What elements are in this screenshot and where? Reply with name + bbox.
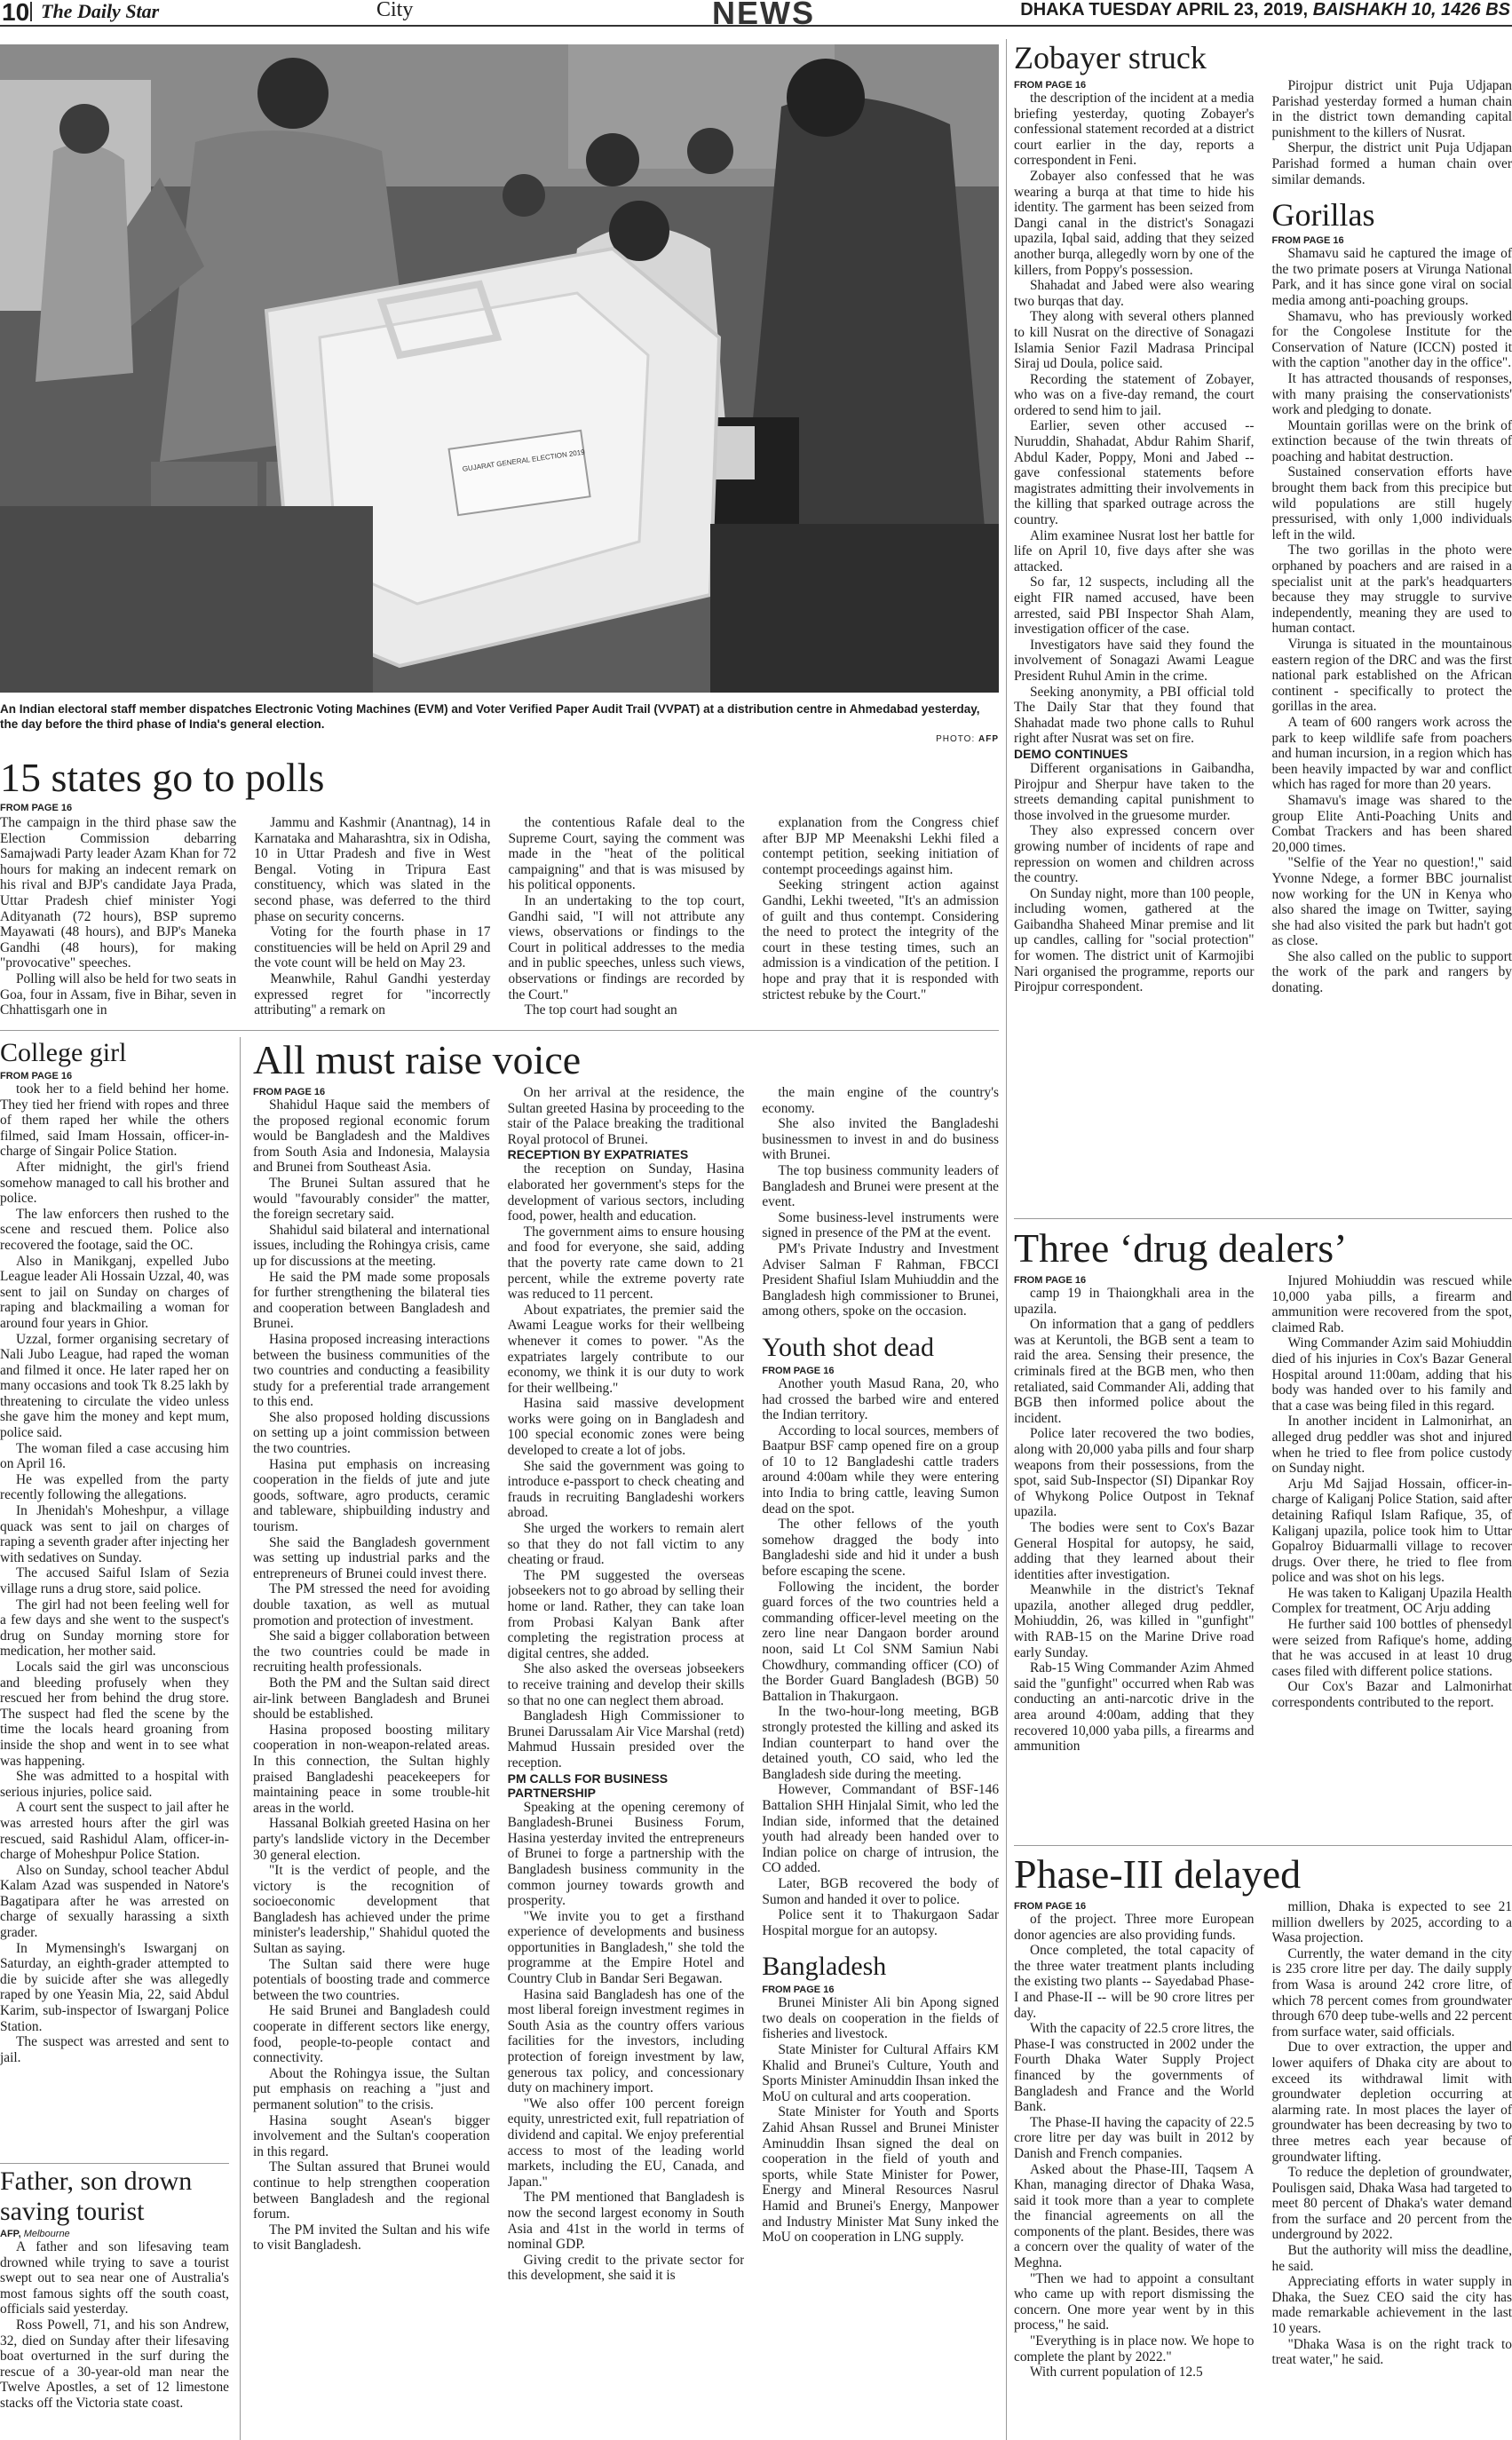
paragraph: Sustained conservation efforts have brought them back from this precipice but wild populations are still hugely pressurised, with only 1,000 individuals left in the wild. [1271,464,1512,543]
from-page-label: FROM PAGE 16 [1271,235,1344,247]
paragraph: She also asked the overseas jobseekers to receive training and develop their skills so that no one can neglect them abroad. [507,1661,745,1708]
paragraph: Following the incident, the border guard forces of the two countries held a commanding officer-level meeting on the zero line near Dangaon border around noon, said Lt Col SNM Samiun Nabi Chowdhury, commanding officer (CO) of the Border Guard Bangladesh (BGB) 50 Battalion in Thakurgaon. [762,1579,999,1704]
from-page-label: FROM PAGE 16 [0,803,73,813]
article-body [1272,1899,1512,2368]
from-page-label: FROM PAGE 16 [1014,80,1087,91]
masthead [0,0,1512,31]
paragraph: However, Commandant of BSF-146 Battalion SHH Hinjalal Simit, who led the Indian side, informed that the detained youth had already been handed over to Indian police on charge of intrusion, the CO added. [762,1782,999,1876]
paragraph: of the project. Three more European donor agencies are also providing funds. [1014,1912,1255,1943]
paragraph: In Jhenidah's Moheshpur, a village quack was sent to jail on charges of raping a seventh grader after injecting her with sedatives on Sunday. [0,1503,229,1565]
paragraph: the main engine of the country's economy. [762,1085,999,1116]
paragraph: Jammu and Kashmir (Anantnag), 14 in Karnataka and Maharashtra, six in Odisha, 10 in Uttar Pradesh and five in West Bengal. Voting in Tripura East constituency, which was slated in the second phase, was deferred to the third phase on security concerns. [254,815,491,924]
paragraph: After midnight, the girl's friend somehow managed to call his brother and police. [0,1159,229,1207]
text-column [0,815,236,1018]
paragraph: The top business community leaders of Bangladesh and Brunei were present at the event. [762,1162,999,1210]
article-columns [0,815,999,1018]
article-body [0,2239,229,2412]
paragraph: They also expressed concern over growing number of incidents of rape and repression on women and children across the country. [1014,823,1255,886]
paragraph: took her to a field behind her home. They tied her friend with ropes and three of them raped her while the others filmed, said Imam Hossain, officer-in-charge of Singair Police Station. [0,1081,229,1160]
article-body [253,1097,490,2254]
paragraph: Police sent it to Thakurgaon Sadar Hospital morgue for an autopsy. [762,1907,999,1938]
paragraph: Polling will also be held for two seats in Goa, four in Assam, five in Bihar, seven in Chhattisgarh one in [0,970,237,1018]
paragraph: Seeking anonymity, a PBI official told The Daily Star that they found that Shahadat made two phone calls to Ruhul right after Nusrat was set on fire. [1014,684,1255,747]
paragraph: The other fellows of the youth somehow dragged the body into Bangladeshi side and hid it under a bush before escaping the scene. [762,1517,999,1580]
paragraph: Hasina said Bangladesh has one of the most liberal foreign investment regimes in South Asia as the country offers various facilities for the investors, including protection of foreign investment by law, generous tax policy, and concessionary duty on machinery import. [507,1986,745,2096]
paragraph: Investigators have said they found the involvement of Sonagazi Awami League President Ruhul Amin in the crime. [1014,637,1255,684]
paragraph: Giving credit to the private sector for this development, she said it is [507,2252,745,2284]
paragraph: the description of the incident at a media briefing yesterday, quoting Zobayer's confessional statement recorded at a district court earlier in the day, reports a correspondent in Feni. [1014,91,1255,169]
article-body [1272,246,1512,996]
paragraph: "It is the verdict of people, and the victory is the recognition of socioeconomic development that Bangladesh has achieved under the prime minister's leadership," Shahidul quoted the Sultan as saying. [253,1863,490,1957]
paragraph: She was admitted to a hospital with serious injuries, police said. [0,1769,229,1800]
paragraph: Different organisations in Gaibandha, Pirojpur and Sherpur have taken to the streets demanding capital punishment to those involved in the gruesome murder. [1014,760,1255,823]
paragraph: Locals said the girl was unconscious and bleeding profusely when they rescued her from behind the drug store. The suspect had fled the scene by the time the locals heard groaning from inside the shop and went in to see what was happening. [0,1659,229,1769]
paragraph: Asked about the Phase-III, Taqsem A Khan, managing director of Dhaka Wasa, said it took more than a year to complete the financial agreements on all the components of the plant. Besides, there was a concern over the quality of water of the Meghna. [1014,2161,1255,2271]
masthead-divider [30,2,32,21]
column-rule [1006,39,1007,2440]
paragraph: So far, 12 suspects, including all the eight FIR named accused, have been arrested, said PBI Inspector Shah Alam, investigation officer of the case. [1014,574,1255,638]
paragraph: The government aims to ensure housing and food for everyone, she said, adding that the poverty rate came down to 21 percent, while the extreme poverty rate was reduced to 11 percent. [507,1224,745,1303]
paragraph: But the authority will miss the deadline, he said. [1271,2243,1512,2274]
paragraph: Shamavu said he captured the image of the two primate posers at Virunga National Park, and it has since gone viral on social media among anti-poaching groups. [1271,246,1512,308]
paragraph: Uzzal, former organising secretary of Nali Jubo League, had raped the woman and filmed it once. He later raped her on many occasions and took Tk 8.25 lakh by threatening to circulate the video unless she gave him the money and kept mum, police said. [0,1331,229,1441]
paragraph: The two gorillas in the photo were orphaned by poachers and are raised in a specialist unit at the park's headquarters because they may struggle to survive independently, meaning they are used to human contact. [1271,543,1512,637]
paragraph: Hasina proposed boosting military cooperation in non-weapon-related areas. In this connection, the Sultan highly praised Bangladeshi peacekeepers for maintaining peace in some trouble-hit areas in the world. [253,1722,490,1816]
paragraph: They along with several others planned to kill Nusrat on the directive of Sonagazi Islamia Senior Fazil Madrasa Principal Siraj ud Doula, police said. [1014,309,1255,372]
paragraph: The PM suggested the overseas jobseekers not to go abroad by selling their home or land. Rather, they can take loan from Probasi Kalyan Bank after completing the registration process at digital centres, she added. [507,1567,745,1661]
article-headline-gorillas: Gorillas [1271,197,1375,234]
paragraph: Hassanal Bolkiah greeted Hasina on her party's landslide victory in the December 30 general election. [253,1816,490,1863]
section-rule [0,2163,229,2164]
article-body [762,1085,999,1319]
category-label: NEWS [712,0,815,31]
paragraph: Voting for the fourth phase in 17 constituencies will be held on April 29 and the vote count will be held on May 23. [254,924,491,971]
paragraph: Shahidul said bilateral and international issues, including the Rohingya crisis, came up for discussions at the meeting. [253,1222,490,1269]
news-photo [0,44,999,693]
paragraph: The campaign in the third phase saw the Election Commission debarring Samajwadi Party leader Azam Khan for 72 hours for making an indecent remark on his rival and BJP's candidate Jaya Prada, Uttar Pradesh chief minister Yogi Adityanath (72 hours), BSP supremo Mayawati (48 hours), and BJP's Maneka Gandhi (48 hours), for making "provocative" speeches. [0,815,237,971]
paragraph: He said the PM made some proposals for further strengthening the bilateral ties and cooperation between Bangladesh and Brunei. [253,1269,490,1332]
article-headline: 15 states go to polls [0,755,325,800]
paragraph: Later, BGB recovered the body of Sumon and handed it over to police. [762,1875,999,1907]
paragraph: The Brunei Sultan assured that he would "favourably consider" the matter, the foreign secretary said. [253,1175,490,1223]
paragraph: The PM stressed the need for avoiding double taxation, as well as mutual promotion and protection of investment. [253,1581,490,1628]
paragraph: She also called on the public to support the work of the park and rangers by donating. [1271,948,1512,996]
paragraph: "We also offer 100 percent foreign equity, unrestricted exit, full repatriation of dividend and capital. We enjoy preferential access to most of the leading world markets, including the EU, Canada, and Japan." [507,2095,745,2190]
paragraph: In an undertaking to the top court, Gandhi said, "I will not attribute any views, observations or findings to the Court in political addresses to the media and in public speeches, unless such views, observations or findings are recorded by the Court." [508,892,745,1002]
paragraph: He was expelled from the party recently following the allegations. [0,1471,229,1503]
paragraph: To reduce the depletion of groundwater, Poulisgen said, Dhaka Wasa had targeted to meet 80 percent of Dhaka's water demand from the surface and 20 percent from the underground by 2022. [1271,2165,1512,2243]
paragraph: Alim examinee Nusrat lost her battle for life on April 10, five days after she was attacked. [1014,527,1255,574]
article-polls [0,755,999,1048]
paragraph: The law enforcers then rushed to the scene and rescued them. Police also recovered the footage, said the OC. [0,1206,229,1253]
paragraph: "We invite you to get a firsthand experience of developments and business opportunities in Bangladesh," she told the programme at the Empire Hotel and Country Club in Bandar Seri Begawan. [507,1908,745,1987]
subheading: RECEPTION BY EXPATRIATES [507,1147,689,1162]
from-page-label: FROM PAGE 16 [762,1984,835,1996]
paragraph: Injured Mohiuddin was rescued while 10,000 yaba pills, a firearm and ammunition were recovered from the spot, claimed Rab. [1271,1273,1512,1335]
paragraph: Mountain gorillas were on the brink of extinction because of the twin threats of poaching and habitat destruction. [1271,417,1512,464]
paragraph: the reception on Sunday, Hasina elaborated her government's steps for the development of various sectors, including food, power, health and education. [507,1161,745,1224]
paragraph: Earlier, seven other accused -- Nuruddin, Shahadat, Abdur Rahim Sharif, Abdul Kader, Poppy, Moni and Jabed -- gave confessional statements before magistrates admitting their involvements in the killing that sparked outrage across the country. [1014,418,1255,528]
machine-label: GUJARAT GENERAL ELECTION 2019 [462,448,586,473]
paragraph: With the capacity of 22.5 crore litres, the Phase-I was constructed in 2002 under the Fourth Dhaka Water Supply Project financed by the governments of Bangladesh and France and the World Bank. [1014,2021,1255,2115]
paragraph: the contentious Rafale deal to the Supreme Court, saying the comment was made in the "heat of the political campaigning" and that is was misused by his political opponents. [508,815,745,893]
article-raise-voice [253,1037,999,2440]
paragraph: Rab-15 Wing Commander Azim Ahmed said the "gunfight" occurred when Rab was conducting an anti-narcotic drive in the area around 4:00am, adding that they recovered 10,000 yaba pills, a firearms and ammunition [1014,1660,1255,1755]
paragraph: Hasina proposed increasing interactions between the business communities of the two countries and conducting a feasibility study for a preferential trade arrangement to this end. [253,1331,490,1410]
from-page-label: FROM PAGE 16 [253,1087,326,1097]
article-body [0,1081,229,2065]
paragraph: In Mymensingh's Iswarganj on Saturday, an eighth-grader attempted to die by suicide after she was allegedly raped by one Yeasin Mia, 22, said Abdul Karim, sub-inspector of Iswarganj Police Station. [0,1940,229,2034]
paragraph: He further said 100 bottles of phensedyl were seized from Rafique's home, adding that he was accused in at least 10 drug cases filed with different police stations. [1271,1617,1512,1679]
paragraph: The Phase-II having the capacity of 22.5 crore litre per day was built in 2012 by Danish and French companies. [1014,2114,1255,2161]
article-headline: Zobayer struck [1014,40,1207,75]
paragraph: Bangladesh High Commissioner to Brunei Darussalam Air Vice Marshal (retd) Mahmud Hussain presided over the reception. [507,1708,745,1771]
paragraph: Shahadat and Jabed were also wearing two burqas that day. [1014,278,1255,309]
paragraph: Meanwhile, Rahul Gandhi yesterday expressed regret for "incorrectly attributing" a remark on [254,970,491,1018]
photo-credit: PHOTO: AFP [936,734,999,744]
paragraph: Brunei Minister Ali bin Apong signed two deals on cooperation in the fields of fisheries and livestock. [762,1995,999,2042]
paragraph: The girl had not been feeling well for a few days and she went to the suspect's drug on Sunday morning store for medication, her mother said. [0,1596,229,1660]
paragraph: She said the government was going to introduce e-passport to check cheating and frauds in recruiting Bangladeshi workers abroad. [507,1458,745,1521]
section-rule [0,1030,999,1031]
paragraph: About expatriates, the premier said the Awami League works for their wellbeing whenever it comes to power. "As the expatriates largely contribute to our economy, we think it is our duty to work for their wellbeing." [507,1302,745,1396]
paragraph: Hasina put emphasis on increasing cooperation in the fields of jute and jute goods, software, agro products, ceramic and tableware, shipbuilding industry and tourism. [253,1456,490,1535]
paper-logo: The Daily Star [41,0,160,22]
subheading: DEMO CONTINUES [1014,746,1128,761]
photo-caption: An Indian electoral staff member dispatches Electronic Voting Machines (EVM) and Voter Verified Paper Audit Trail (VVPAT) at a distribution centre in Ahmedabad yesterday, the day before the third phase of India's general election. PHOTO: AFP [0,701,999,732]
paragraph: Virunga is situated in the mountainous eastern region of the DRC and was the first national park established on the African continent - specifically to protect the gorillas in the area. [1271,637,1512,715]
paragraph: Shamavu's image was shared to the group Elite Anti-Poaching Units and Combat Trackers and has been shared 20,000 times. [1271,792,1512,855]
paragraph: Shahidul Haque said the members of the proposed regional economic forum would be Bangladesh and the Maldives from South Asia and Indonesia, Malaysia and Brunei from Southeast Asia. [253,1097,490,1176]
paragraph: The woman filed a case accusing him on April 16. [0,1440,229,1472]
paragraph: The suspect was arrested and sent to jail. [0,2034,229,2065]
paragraph: "Dhaka Wasa is on the right track to treat water," he said. [1271,2336,1512,2368]
paragraph: Another youth Masud Rana, 20, who had crossed the barbed wire and entered the Indian territory. [762,1375,999,1423]
paragraph: explanation from the Congress chief after BJP MP Meenakshi Lekhi filed a contempt petition, seeking initiation of contempt proceedings against him. [762,815,999,877]
from-page-label: FROM PAGE 16 [1014,1275,1087,1286]
paragraph: Also on Sunday, school teacher Abdul Kalam Azad was suspended in Natore's Bagatipara after he was arrested on charge of sexually harassing a sixth grader. [0,1862,229,1941]
article-zobayer [1014,39,1512,1211]
article-college-girl [0,1037,229,2175]
paragraph: Police later recovered the two bodies, along with 20,000 yaba pills and four sharp weapons from their possessions, from the spot, said Sub-Inspector (SI) Dipankar Roy of Whykong Police Outpost in Teknaf upazila. [1014,1426,1255,1520]
paragraph: Seeking stringent action against Gandhi, Lekhi tweeted, "It's an admission of guilt and thus contempt. Considering the need to protect the integrity of the court in these testing times, such an admission is a vindication of the petition. I hope and pray that it is responded with strictest rebuke by the Court." [762,877,999,1002]
paragraph: He said Brunei and Bangladesh could cooperate in different sectors like energy, food, people-to-people contact and connectivity. [253,2003,490,2066]
column-rule [240,1037,241,2440]
paragraph: Recording the statement of Zobayer, who was on a five-day remand, the court ordered to send him to jail. [1014,371,1255,418]
article-body [1272,1273,1512,1711]
article-phase-iii [1014,1851,1512,2440]
paragraph: Once completed, the total capacity of the three water treatment plants including the existing two plants -- Sayedabad Phase-I and Phase-II -- will be 90 crore litres per day. [1014,1943,1255,2021]
paragraph: On Sunday night, more than 100 people, including women, gathered at the Gaibandha Shaheed Minar premise and lit up candles, calling for "social protection" for women. The district unit of Karmojibi Nari organised the programme, reports our Pirojpur correspondent. [1014,885,1255,995]
paragraph: Wing Commander Azim said Mohiuddin died of his injuries in Cox's Bazar General Hospital around 11:00am, adding that his body was handed over to his family and that a case was being filed in this regard. [1271,1335,1512,1414]
paragraph: On her arrival at the residence, the Sultan greeted Hasina by proceeding to the stair of the Palace breaking the traditional Royal protocol of Brunei. [507,1085,745,1147]
paragraph: "Selfie of the Year no question!," said Yvonne Ndege, a former BBC journalist now working for the UN in Kenya who also shared the image on Twitter, saying she had also visited the park but hadn't got as close. [1271,855,1512,949]
paragraph: She also invited the Bangladeshi businessmen to invest in and do business with Brunei. [762,1116,999,1163]
paragraph: The PM mentioned that Bangladesh is now the second largest economy in South Asia and 41st in the world in terms of nominal GDP. [507,2190,745,2253]
text-column [509,815,745,1018]
paragraph: Speaking at the opening ceremony of Bangladesh-Brunei Business Forum, Hasina yesterday invited the entrepreneurs of Brunei to forge a partnership with the Bangladesh business community in the common journey towards growth and prosperity. [507,1799,745,1909]
from-page-label: FROM PAGE 16 [1014,1901,1087,1912]
paragraph: Some business-level instruments were signed in presence of the PM at the event. [762,1209,999,1241]
paragraph: Zobayer also confessed that he was wearing a burqa at that time to hide his identity. The garment has been seized from Dangi canal in the district's Sonagazi upazila, Iqbal said, adding that they seized another burqa, allegedly worn by one of the killers, from Poppy's possession. [1014,168,1255,278]
page-number: 10 [2,0,30,26]
article-headline: Phase-III delayed [1014,1851,1302,1897]
article-father-son [0,2167,229,2440]
paragraph: Both the PM and the Sultan said direct air-link between Bangladesh and Brunei should be established. [253,1675,490,1723]
article-drug-dealers [1014,1225,1512,1847]
paragraph: Arju Md Sajjad Hossain, officer-in-charge of Kaliganj Police Station, said after detaining Rafiqul Islam Rafique, 35, of Kaliganj upazila, police took him to Uttar Gopalroy Biduarmalli village to recover drugs. Over there, he tried to flee from police and was shot on his legs. [1271,1476,1512,1586]
article-headline: All must raise voice [253,1037,582,1082]
text-column [254,815,490,1018]
article-body [1014,1286,1255,1755]
paragraph: State Minister for Youth and Sports Zahid Ahsan Russel and Brunei Minister Aminuddin Ihsan signed the deal on cooperation in the field of youth and sports, while State Minister for Power, Energy and Mineral Resources Nasrul Hamid and Brunei's Energy, Manpower and Industry Minister Mat Suny inked the MoU on cooperation in LNG supply. [762,2104,999,2246]
paragraph: The bodies were sent to Cox's Bazar General Hospital for autopsy, he said, adding that they learned about their identities after investigation. [1014,1519,1255,1582]
subheading: PM CALLS FOR BUSINESS PARTNERSHIP [507,1771,669,1800]
paragraph: The Sultan said there were huge potentials of boosting trade and commerce between the two countries. [253,1956,490,2003]
article-headline: Three ‘drug dealers’ [1014,1225,1348,1271]
issue-date: DHAKA TUESDAY APRIL 23, 2019, BAISHAKH 10, 1426 BS [1020,0,1510,20]
paragraph: The Sultan assured that Brunei would continue to help strengthen cooperation between Bangladesh and the regional forum. [253,2159,490,2222]
paragraph: It has attracted thousands of responses, with many praising the conservationists' work and pledging to donate. [1271,370,1512,418]
paragraph: The accused Saiful Islam of Sezia village runs a drug store, said police. [0,1565,229,1596]
paragraph: State Minister for Cultural Affairs KM Khalid and Brunei's Culture, Youth and Sports Minister Aminuddin Ihsan inked the MoU on cultural and arts cooperation. [762,2042,999,2104]
article-headline-bangladesh: Bangladesh [762,1952,887,1982]
paragraph: On information that a gang of peddlers was at Keruntoli, the BGB sent a team to raid the area. Sensing their presence, the criminals fired at the BGB men, who then retaliated, said Commander Ali, adding that BGB then informed police about the incident. [1014,1317,1255,1426]
byline: AFP, Melbourne [0,2229,70,2239]
paragraph: According to local sources, members of Baatpur BSF camp opened fire on a group of 10 to 12 Bangladeshi cattle traders around 4:00am while they were entering into India to bring cattle, leaving Sumon dead on the spot. [762,1422,999,1517]
article-headline: Father, son drown saving tourist [0,2167,193,2226]
from-page-label: FROM PAGE 16 [762,1365,835,1376]
paragraph: Due to over extraction, the upper and lower aquifers of Dhaka city are about to exceed its withdrawal limit with groundwater depletion occurring at alarming rate. In most places the layer of groundwater has been decreasing by two to three metres each year because of groundwater lifting. [1271,2040,1512,2165]
paragraph: Our Cox's Bazar and Lalmonirhat correspondents contributed to the report. [1271,1679,1512,1711]
paragraph: She said the Bangladesh government was setting up industrial parks and the entrepreneurs of Brunei could invest there. [253,1534,490,1581]
article-body [1014,91,1255,995]
paragraph: PM's Private Industry and Investment Adviser Salman F Rahman, FBCCI President Shafiul Islam Muhiuddin and the Bangladesh high commissioner to Brunei, among others, spoke on the occasion. [762,1240,999,1319]
section-label: City [376,0,414,21]
text-column [763,815,999,1018]
paragraph: A court sent the suspect to jail after he was arrested hours after the girl was rescued, said Rashidul Alam, officer-in-charge of Moheshpur Police Station. [0,1800,229,1863]
article-body [1014,1912,1255,2381]
article-headline: College girl [0,1038,127,1067]
paragraph: Pirojpur district unit Puja Udjapan Parishad yesterday formed a human chain in the district town demanding capital punishment to the killers of Nusrat. [1271,78,1512,140]
section-rule [1014,1218,1512,1219]
paragraph: "Everything is in place now. We hope to complete the plant by 2022." [1014,2333,1255,2365]
paragraph: Also in Manikganj, expelled Jubo League leader Ali Hossain Uzzal, 40, was sent to jail on Sunday on charges of raping and blackmailing a woman for around four years in Ghior. [0,1253,229,1331]
article-body [1272,78,1512,187]
paragraph: She urged the workers to remain alert so that they do not fall victim to any cheating or fraud. [507,1521,745,1568]
paragraph: About the Rohingya issue, the Sultan put emphasis on reaching a "just and permanent solution" to the crisis. [253,2065,490,2112]
paragraph: A team of 600 rangers work across the park to keep wildlife safe from poachers and human incursion, in a region which has been heavily impacted by war and conflict which has raged for more than 20 years. [1271,714,1512,793]
article-headline-youth: Youth shot dead [762,1332,934,1362]
paragraph: Currently, the water demand in the city is 235 crore litre per day. The daily supply from Wasa is around 242 crore litre, of which 78 percent comes from groundwater through 670 deep tube-wells and 22 percent from surface water, said officials. [1271,1945,1512,2040]
paragraph: Ross Powell, 71, and his son Andrew, 32, died on Sunday after their lifesaving boat overturned in the surf during the rescue of a 30-year-old man near the Twelve Apostles, a set of 12 limestone stacks off the Victoria state coast. [0,2317,229,2411]
paragraph: camp 19 in Thaiongkhali area in the upazila. [1014,1286,1255,1317]
paragraph: The top court had sought an [524,1002,677,1018]
paragraph: In the two-hour-long meeting, BGB strongly protested the killing and asked its Indian counterpart to hand over the detained youth, CO said, who led the Bangladesh side during the meeting. [762,1704,999,1782]
paragraph: Sherpur, the district unit Puja Udjapan Parishad formed a human chain over similar demands. [1271,140,1512,187]
paragraph: million, Dhaka is expected to see 21 million dwellers by 2025, according to a Wasa projection. [1271,1899,1512,1946]
paragraph: With current population of 12.5 [1030,2365,1203,2381]
paragraph: He was taken to Kaliganj Upazila Health Complex for treatment, OC Arju adding [1271,1585,1512,1617]
from-page-label: FROM PAGE 16 [0,1071,73,1081]
paragraph: She said a bigger collaboration between the two countries could be made in recruiting health professionals. [253,1628,490,1676]
paragraph: A father and son lifesaving team drowned while trying to save a tourist swept out to sea near one of Australia's most famous sights off the south coast, officials said yesterday. [0,2239,229,2317]
paragraph: Hasina said massive development works were going on in Bangladesh and 100 special economic zones were being developed to create a lot of jobs. [507,1396,745,1459]
article-body [762,1376,999,1938]
article-body [762,1995,999,2246]
paragraph: She also proposed holding discussions on setting up a joint commission between the two countries. [253,1409,490,1457]
paragraph: "Then we had to appoint a consultant who came up with report dismissing the concern. One more year went by in this process," he said. [1014,2270,1255,2333]
paragraph: Hasina sought Asean's bigger involvement and the Sultan's cooperation in this regard. [253,2112,490,2159]
section-rule [1014,1845,1512,1846]
paragraph: Shamavu, who has previously worked for the Congolese Institute for the Conservation of Nature (ICCN) posted it with the caption "another day in the office". [1271,308,1512,371]
paragraph: Appreciating efforts in water supply in Dhaka, the Suez CEO said the city has made remarkable achievement in the last 10 years. [1271,2274,1512,2337]
paragraph: The PM invited the Sultan and his wife to visit Bangladesh. [253,2222,490,2254]
article-body [508,1085,745,2284]
paragraph: In another incident in Lalmonirhat, an alleged drug peddler was shot and injured when he tried to flee from police custody on Sunday night. [1271,1414,1512,1477]
paragraph: Meanwhile in the district's Teknaf upazila, another alleged drug peddler, Mohiuddin, 26, was killed in "gunfight" with RAB-15 on the Marine Drive road early Sunday. [1014,1582,1255,1660]
